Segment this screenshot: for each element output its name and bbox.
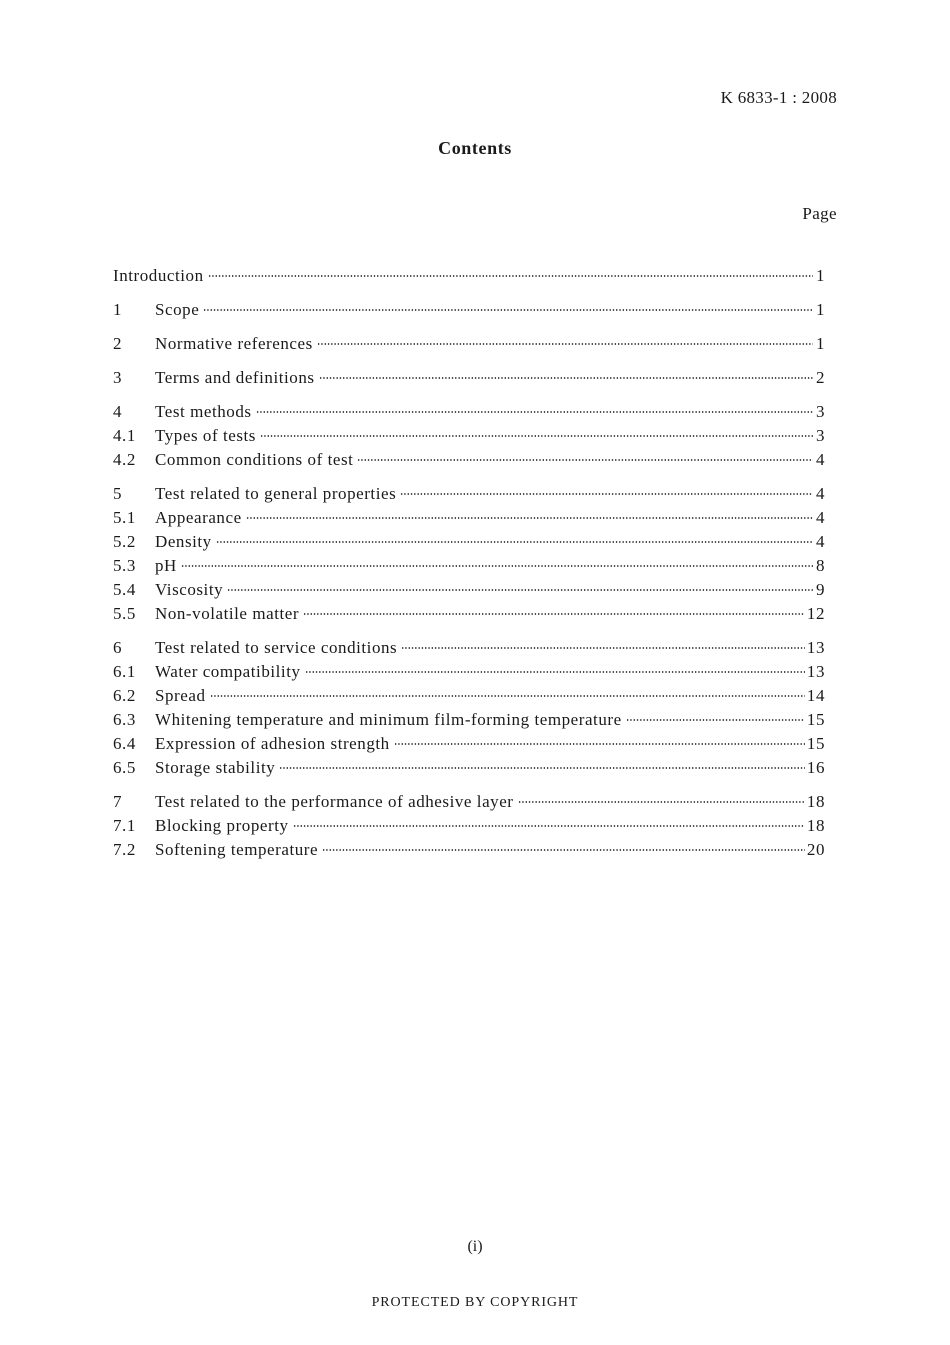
- toc-dot-leader: [394, 743, 805, 745]
- toc-page-number: 18: [806, 816, 825, 835]
- toc-page-number: 9: [815, 580, 825, 599]
- toc-page-number: 4: [815, 508, 825, 527]
- toc-section-title: Common conditions of test: [155, 450, 354, 469]
- toc-entry[interactable]: [113, 554, 825, 578]
- toc-entry[interactable]: [113, 814, 825, 838]
- toc-entry[interactable]: [113, 482, 825, 506]
- toc-section-number: 4: [113, 402, 123, 421]
- toc-section-title: Introduction: [113, 266, 204, 285]
- toc-entry[interactable]: [113, 790, 825, 814]
- toc-entry[interactable]: [113, 578, 825, 602]
- toc-section-number: 5.4: [113, 580, 136, 599]
- toc-page-number: 16: [806, 758, 825, 777]
- toc-section-number: 7: [113, 792, 123, 811]
- toc-entry[interactable]: [113, 756, 825, 780]
- toc-page-number: 14: [806, 686, 825, 705]
- toc-page-number: 4: [815, 450, 825, 469]
- toc-section-number: 7.1: [113, 816, 136, 835]
- toc-section-title: Non-volatile matter: [155, 604, 300, 623]
- toc-section-number: 6.2: [113, 686, 136, 705]
- toc-entry[interactable]: [113, 332, 825, 356]
- toc-section-number: 7.2: [113, 840, 136, 859]
- toc-page-number: 15: [806, 734, 825, 753]
- toc-entry[interactable]: [113, 530, 825, 554]
- toc-section-title: Appearance: [155, 508, 242, 527]
- toc-section-number: 5.2: [113, 532, 136, 551]
- toc-entry[interactable]: [113, 838, 825, 862]
- toc-section-title: Expression of adhesion strength: [155, 734, 390, 753]
- toc-section-number: 5.3: [113, 556, 136, 575]
- toc-page-number: 15: [806, 710, 825, 729]
- page-title: Contents: [438, 138, 512, 158]
- toc-entry[interactable]: [113, 366, 825, 390]
- toc-dot-leader: [227, 589, 813, 591]
- toc-section-number: 5.5: [113, 604, 136, 623]
- toc-page-number: 3: [815, 426, 825, 445]
- toc-section-title: Test related to the performance of adhesive layer: [155, 792, 514, 811]
- toc-section-number: 6.3: [113, 710, 136, 729]
- toc-entry[interactable]: [113, 506, 825, 530]
- toc-dot-leader: [293, 825, 805, 827]
- toc-page-number: 20: [806, 840, 825, 859]
- table-of-contents: [113, 264, 825, 862]
- toc-section-title: Water compatibility: [155, 662, 301, 681]
- toc-dot-leader: [256, 411, 813, 413]
- toc-entry[interactable]: [113, 732, 825, 756]
- toc-page-number: 18: [806, 792, 825, 811]
- toc-dot-leader: [322, 849, 805, 851]
- toc-section-number: 4.1: [113, 426, 136, 445]
- toc-dot-leader: [303, 613, 805, 615]
- toc-section-number: 1: [113, 300, 123, 319]
- toc-dot-leader: [279, 767, 805, 769]
- toc-dot-leader: [317, 343, 813, 345]
- toc-page-number: 13: [806, 638, 825, 657]
- toc-section-number: 6.4: [113, 734, 136, 753]
- toc-section-title: Normative references: [155, 334, 313, 353]
- toc-dot-leader: [319, 377, 813, 379]
- toc-dot-leader: [357, 459, 813, 461]
- toc-entry[interactable]: [113, 636, 825, 660]
- footer-page-number: (i): [467, 1238, 483, 1255]
- toc-section-number: 5: [113, 484, 123, 503]
- standard-number: K 6833-1 : 2008: [720, 88, 837, 107]
- toc-section-number: 6: [113, 638, 123, 657]
- toc-section-title: Test methods: [155, 402, 252, 421]
- toc-section-number: 6.5: [113, 758, 136, 777]
- toc-entry[interactable]: [113, 684, 825, 708]
- toc-section-title: Viscosity: [155, 580, 224, 599]
- toc-page-number: 4: [815, 532, 825, 551]
- toc-section-title: Scope: [155, 300, 200, 319]
- toc-dot-leader: [208, 275, 813, 277]
- toc-entry[interactable]: [113, 400, 825, 424]
- toc-section-number: 2: [113, 334, 123, 353]
- toc-page-number: 1: [815, 334, 825, 353]
- toc-dot-leader: [400, 493, 813, 495]
- toc-page-number: 12: [806, 604, 825, 623]
- toc-dot-leader: [216, 541, 813, 543]
- toc-entry[interactable]: [113, 264, 825, 288]
- toc-entry[interactable]: [113, 602, 825, 626]
- toc-entry[interactable]: [113, 708, 825, 732]
- toc-section-title: Softening temperature: [155, 840, 319, 859]
- toc-page-number: 2: [815, 368, 825, 387]
- copyright-notice: PROTECTED BY COPYRIGHT: [371, 1295, 579, 1310]
- toc-dot-leader: [626, 719, 805, 721]
- toc-section-title: Density: [155, 532, 212, 551]
- toc-page-number: 1: [815, 300, 825, 319]
- toc-section-title: Terms and definitions: [155, 368, 315, 387]
- toc-dot-leader: [518, 801, 805, 803]
- toc-dot-leader: [181, 565, 813, 567]
- toc-section-title: Test related to general properties: [155, 484, 397, 503]
- toc-section-title: Types of tests: [155, 426, 256, 445]
- toc-entry[interactable]: [113, 660, 825, 684]
- toc-section-number: 5.1: [113, 508, 136, 527]
- toc-section-title: Whitening temperature and minimum film-forming temperature: [155, 710, 622, 729]
- toc-section-title: Spread: [155, 686, 206, 705]
- toc-dot-leader: [260, 435, 813, 437]
- toc-section-title: Storage stability: [155, 758, 276, 777]
- toc-section-title: Blocking property: [155, 816, 289, 835]
- toc-section-title: pH: [155, 556, 177, 575]
- toc-dot-leader: [401, 647, 805, 649]
- toc-page-number: 3: [815, 402, 825, 421]
- toc-entry[interactable]: [113, 448, 825, 472]
- toc-section-number: 3: [113, 368, 123, 387]
- toc-entry[interactable]: [113, 298, 825, 322]
- toc-dot-leader: [210, 695, 805, 697]
- toc-section-number: 4.2: [113, 450, 136, 469]
- toc-dot-leader: [246, 517, 813, 519]
- toc-page-number: 8: [815, 556, 825, 575]
- toc-page-number: 13: [806, 662, 825, 681]
- toc-section-title: Test related to service conditions: [155, 638, 398, 657]
- toc-entry[interactable]: [113, 424, 825, 448]
- toc-section-number: 6.1: [113, 662, 136, 681]
- toc-dot-leader: [203, 309, 813, 311]
- toc-page-number: 1: [815, 266, 825, 285]
- toc-dot-leader: [305, 671, 805, 673]
- toc-page-number: 4: [815, 484, 825, 503]
- page-column-label: Page: [802, 204, 837, 223]
